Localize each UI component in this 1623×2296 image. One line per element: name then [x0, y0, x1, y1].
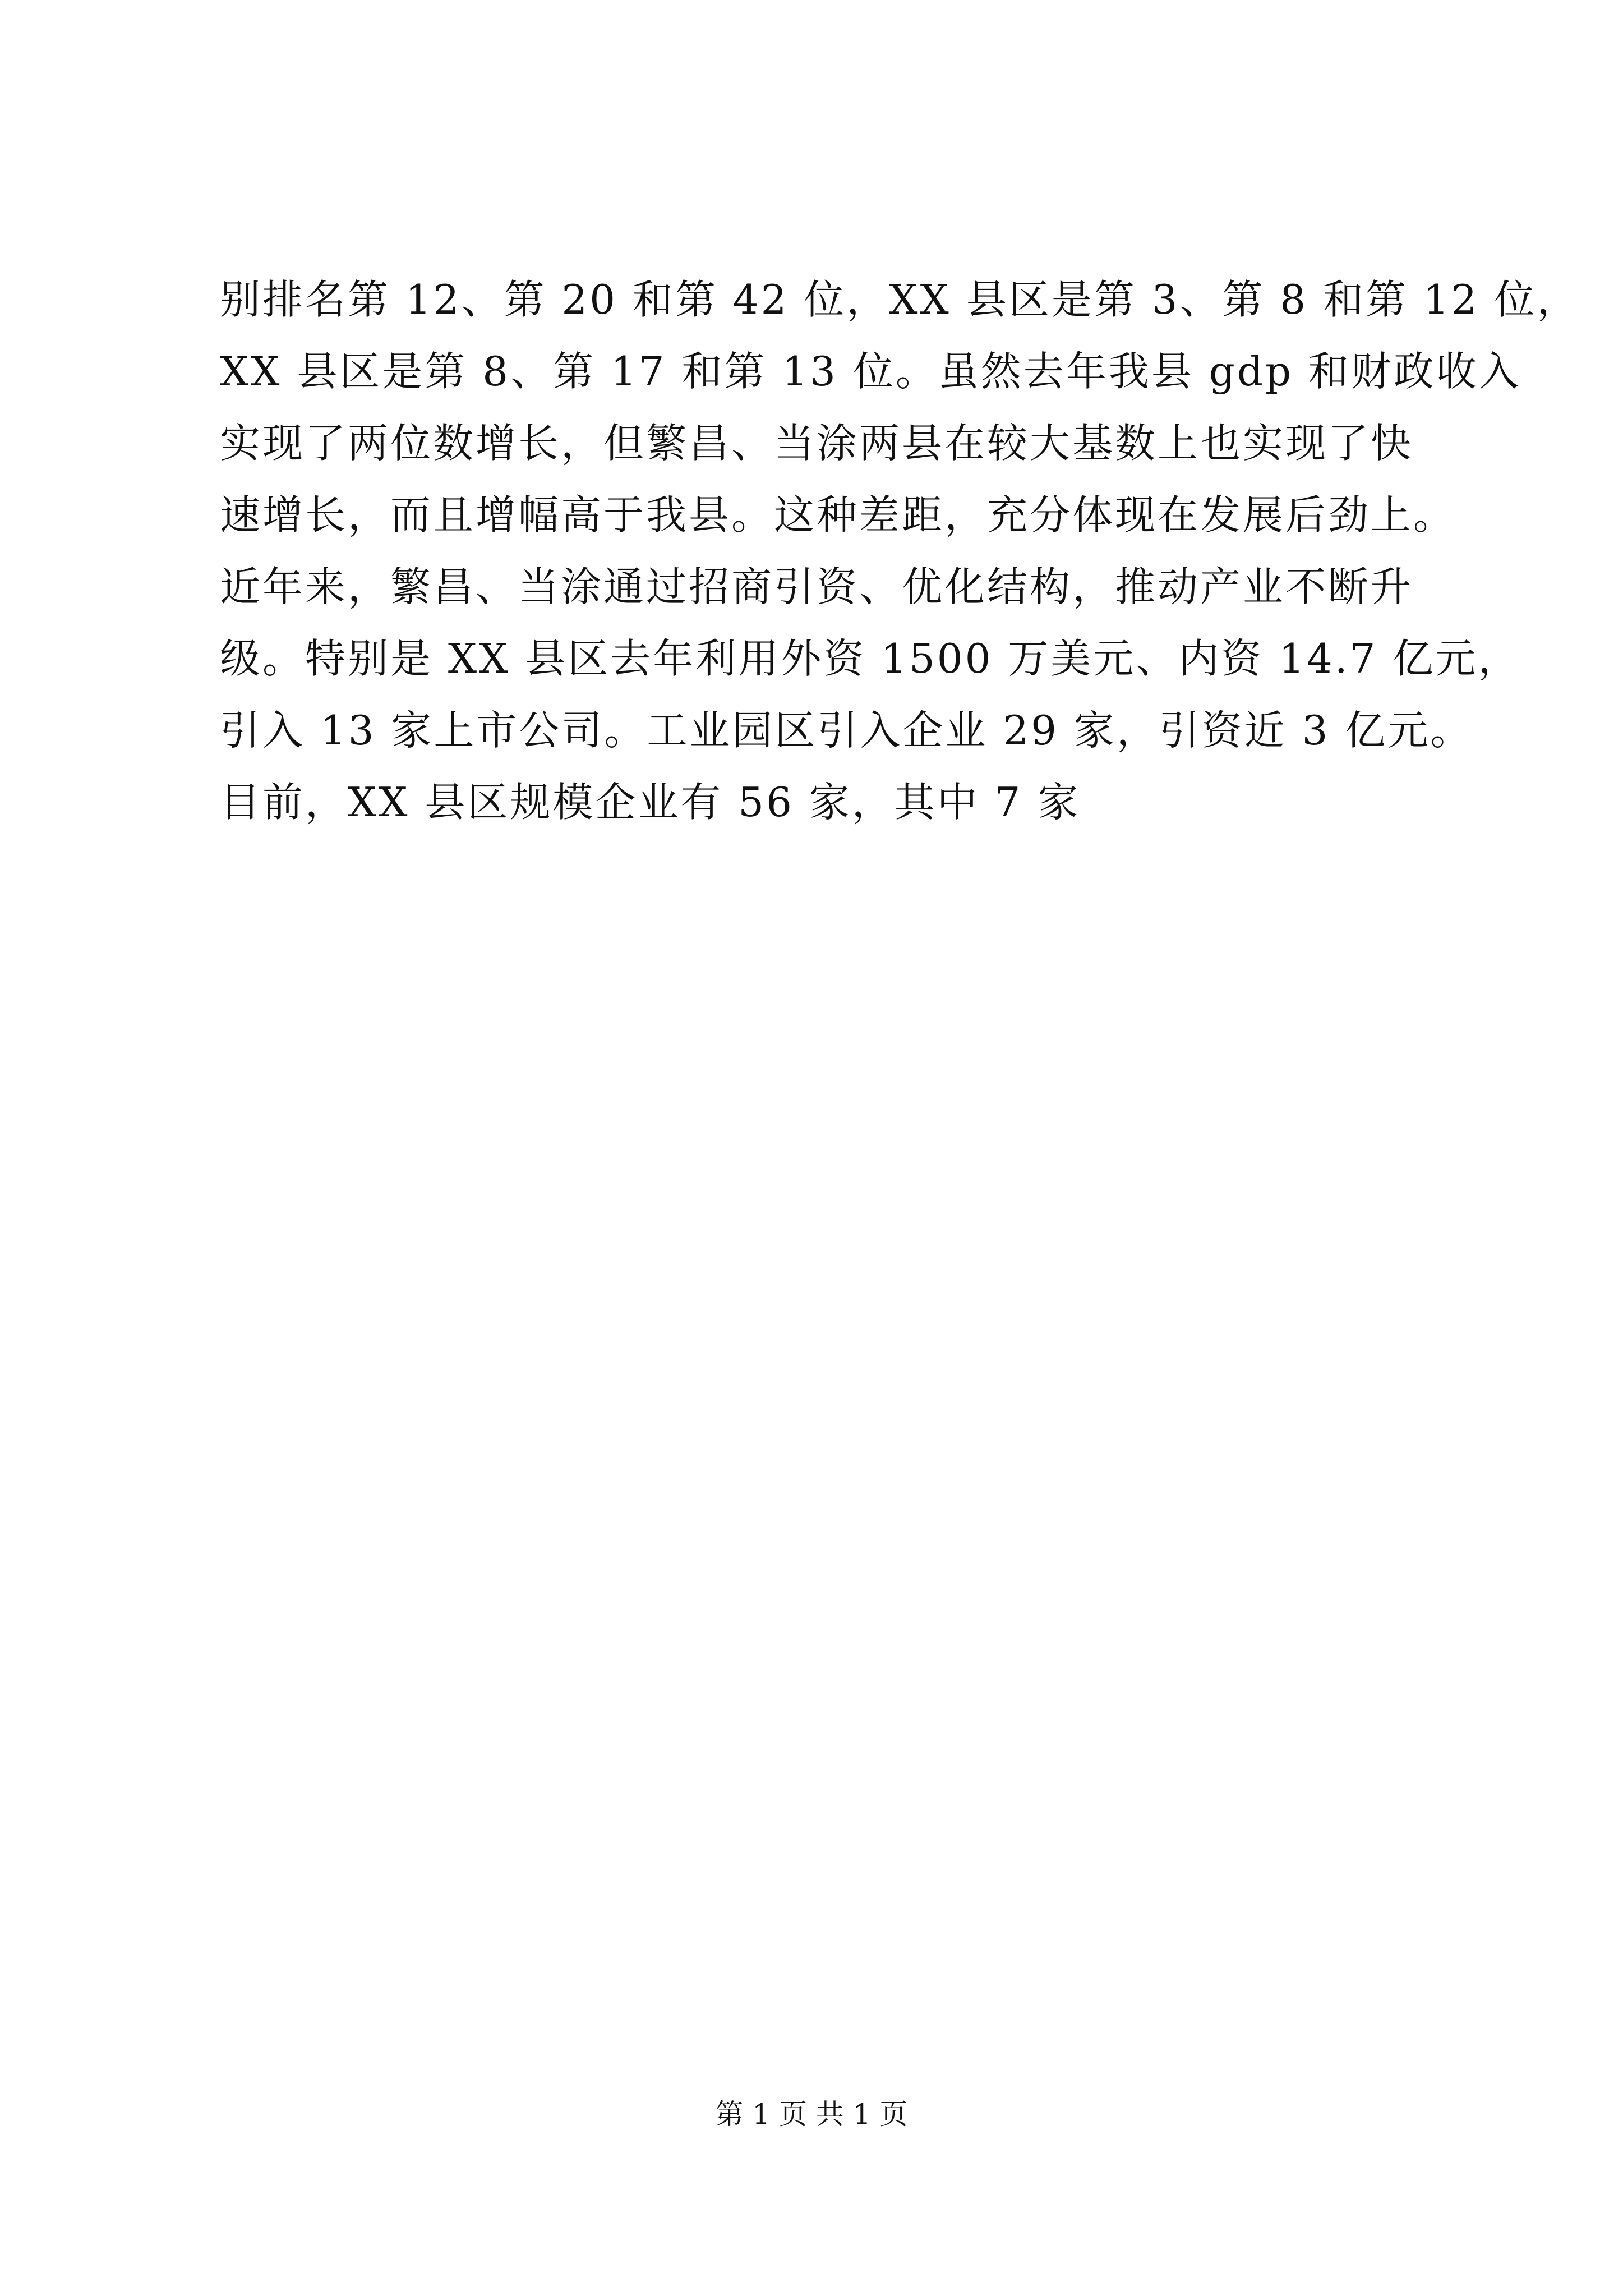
- page-footer: 第 1 页 共 1 页: [715, 2098, 908, 2131]
- text-line: 级。特别是 XX 县区去年利用外资 1500 万美元、内资 14.7 亿元，: [220, 635, 1521, 682]
- text-line: 目前，XX 县区规模企业有 56 家，其中 7 家: [220, 779, 1081, 826]
- text-line: 别排名第 12、第 20 和第 42 位，XX 县区是第 3、第 8 和第 12 位，: [220, 276, 1580, 323]
- text-line: 速增长，而且增幅高于我县。这种差距，充分体现在发展后劲上。: [220, 491, 1456, 539]
- text-line: 实现了两位数增长，但繁昌、当涂两县在较大基数上也实现了快: [220, 420, 1414, 467]
- text-line: 引入 13 家上市公司。工业园区引入企业 29 家，引资近 3 亿元。: [220, 707, 1473, 754]
- text-line: 近年来，繁昌、当涂通过招商引资、优化结构，推动产业不断升: [220, 563, 1414, 610]
- text-line: XX 县区是第 8、第 17 和第 13 位。虽然去年我县 gdp 和财政收入: [220, 348, 1521, 395]
- body-paragraph: [220, 264, 1580, 838]
